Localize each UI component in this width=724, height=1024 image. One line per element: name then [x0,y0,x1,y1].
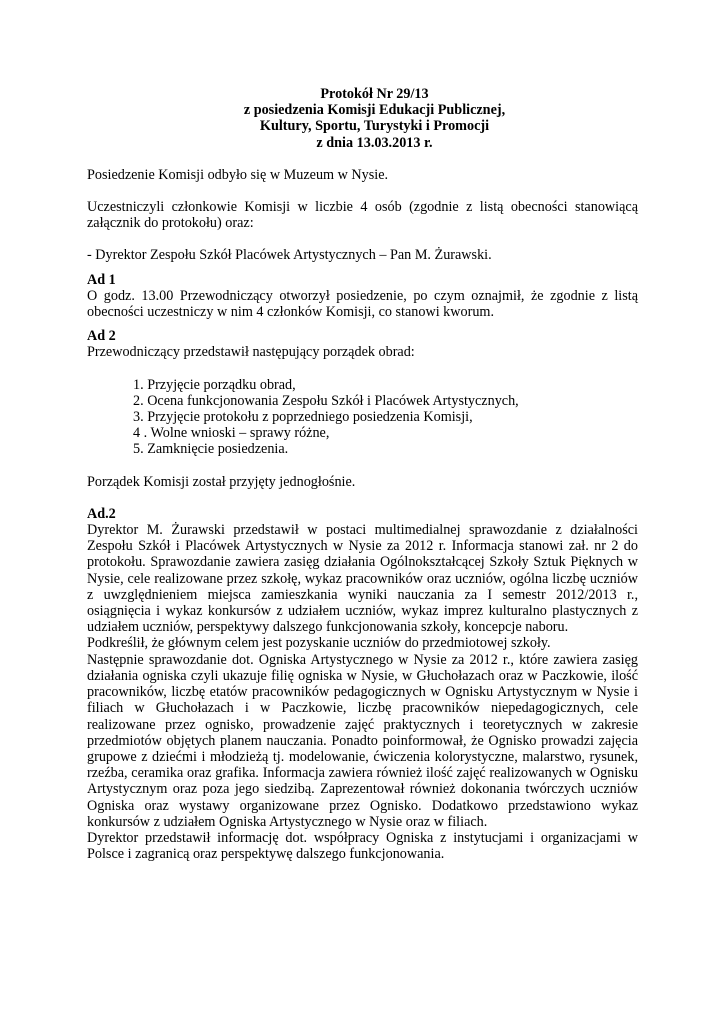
report-cooperation-paragraph: Dyrektor przedstawił informację dot. współpracy Ogniska z instytucjami i organizacjami w Polsce i zagranicą oraz perspektywę dalszego funkcjonowania. [87,829,638,863]
ad1-text: O godz. 13.00 Przewodniczący otworzył posiedzenie, po czym oznajmił, że zgodnie z listą obecności uczestniczy w nim 4 członków Komisji, co stanowi kworum. [87,287,638,321]
title-committee-line: z posiedzenia Komisji Edukacji Publicznej, [243,102,506,119]
participants-paragraph: Uczestniczyli członkowie Komisji w liczbie 4 osób (zgodnie z listą obecności stanowiącą załącznik do protokołu) oraz: [87,199,638,232]
agenda-item: 2. Ocena funkcjonowania Zespołu Szkół i Placówek Artystycznych, [133,392,519,409]
guest-line: - Dyrektor Zespołu Szkół Placówek Artystycznych – Pan M. Żurawski. [87,247,492,264]
meeting-location: Posiedzenie Komisji odbyło się w Muzeum w Nysie. [87,166,389,183]
agenda-list [87,377,638,458]
agenda-item: 3. Przyjęcie protokołu z poprzedniego posiedzenia Komisji, [133,409,473,426]
title-committee-scope: Kultury, Sportu, Turystyki i Promocji [259,118,490,135]
ad2-agenda-heading: Ad 2 [87,328,116,345]
agenda-item: 5. Zamknięcie posiedzenia. [133,441,289,458]
report-goal-paragraph: Podkreślił, że głównym celem jest pozyskanie uczniów do przedmiotowej szkoły. [87,635,551,652]
agenda-item: 1. Przyjęcie porządku obrad, [133,376,296,393]
report-ognisko-paragraph: Następnie sprawozdanie dot. Ogniska Artystycznego w Nysie za 2012 r., które zawiera zasięg działania ogniska czyli ukazuje filię ogniska w Nysie, w Głuchołazach oraz w Paczkowie, ilość pracowników, liczbę etatów pracowników pedagogicznych w Ognisku Artystycznym w Nysie i filiach w Głuchołazach i w Paczkowie, liczbę pracowników niepedagogicznych, cele realizowane przez ognisko, prowadzenie zajęć praktycznych i teoretycznych w zakresie przedmiotów objętych planem nauczania. Ponadto poinformował, że Ognisko prowadzi zajęcia grupowe z dziećmi i młodzieżą tj. modelowanie, ćwiczenia kolorystyczne, malarstwo, rysunek, rzeźba, ceramika oraz grafika. Informacja zawiera również ilość zajęć realizowanych w Ognisku Artystycznym oraz poza jego siedzibą. Zaprezentował również dokonania twórczych uczniów Ogniska oraz wystawy organizowane przez Ognisko. Dodatkowo przedstawiono wykaz konkursów z udziałem Ogniska Artystycznego w Nysie oraz w filiach. [87,651,638,830]
title-protocol-number: Protokół Nr 29/13 [320,86,429,102]
agenda-accepted: Porządek Komisji został przyjęty jednogłośnie. [87,473,356,490]
ad2-report-heading: Ad.2 [87,505,116,522]
agenda-intro: Przewodniczący przedstawił następujący porządek obrad: [87,344,415,361]
document-page [87,86,638,862]
ad1-heading: Ad 1 [87,271,116,288]
agenda-item: 4 . Wolne wnioski – sprawy różne, [133,425,330,442]
document-title [87,86,638,151]
report-school-paragraph: Dyrektor M. Żurawski przedstawił w postaci multimedialnej sprawozdanie z działalności Zespołu Szkół i Placówek Artystycznych w Nysie za 2012 r. Informacja stanowi zał. nr 2 do protokołu. Sprawozdanie zawiera zasięg działania Ogólnokształcącej Szkoły Sztuk Pięknych w Nysie, cele realizowane przez szkołę, wykaz pracowników oraz uczniów, ogólna liczbę uczniów z uwzględnieniem miejsca zamieszkania wyniki nauczania za I semestr 2012/2013 r., osiągnięcia i wykaz konkursów z udziałem uczniów, wykaz imprez kulturalno plastycznych z udziałem uczniów, perspektywy dalszego funkcjonowania szkoły, koncepcje naboru. [87,522,638,636]
title-date: z dnia 13.03.2013 r. [316,134,433,151]
